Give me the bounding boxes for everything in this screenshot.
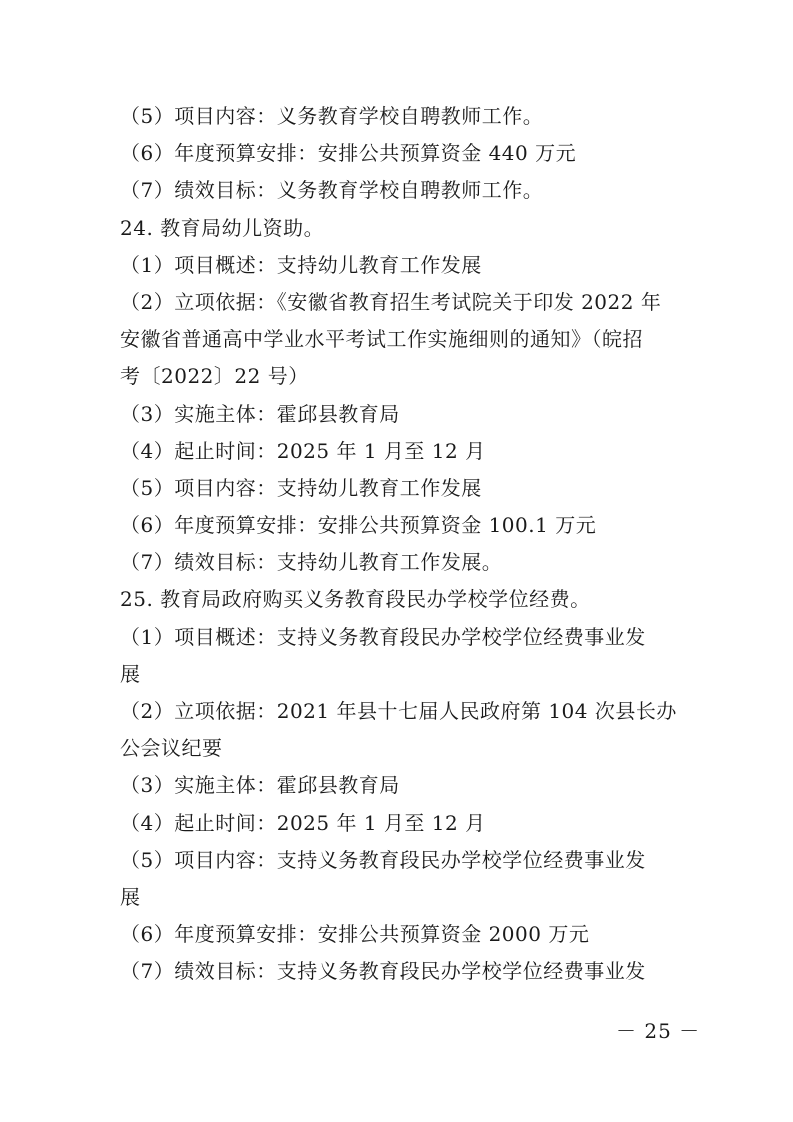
text-line: （5）项目内容：义务教育学校自聘教师工作。	[120, 104, 544, 128]
text-line: （1）项目概述：支持幼儿教育工作发展	[120, 252, 482, 277]
section-heading: 25. 教育局政府购买义务教育段民办学校学位经费。	[120, 587, 591, 612]
text-line: （7）绩效目标：义务教育学校自聘教师工作。	[120, 178, 544, 203]
text-line: （2）立项依据：《安徽省教育招生考试院关于印发 2022 年	[120, 289, 662, 314]
text-line: （6）年度预算安排：安排公共预算资金 440 万元	[120, 141, 577, 166]
text-line: （3）实施主体：霍邱县教育局	[120, 401, 400, 426]
text-line: （5）项目内容：支持义务教育段民办学校学位经费事业发	[120, 847, 646, 872]
text-line: （3）实施主体：霍邱县教育局	[120, 773, 400, 798]
text-line: （4）起止时间：2025 年 1 月至 12 月	[120, 438, 486, 463]
text-line: 公会议纪要	[120, 736, 223, 761]
text-line: （7）绩效目标：支持幼儿教育工作发展。	[120, 550, 503, 575]
page-number: － 25 －	[616, 1019, 701, 1043]
text-line: （1）项目概述：支持义务教育段民办学校学位经费事业发	[120, 624, 646, 649]
text-line: （6）年度预算安排：安排公共预算资金 100.1 万元	[120, 513, 597, 538]
text-line: （2）立项依据：2021 年县十七届人民政府第 104 次县长办	[120, 699, 677, 723]
text-line: 考〔2022〕22 号）	[120, 364, 309, 389]
text-line: （6）年度预算安排：安排公共预算资金 2000 万元	[120, 922, 590, 947]
text-line: （4）起止时间：2025 年 1 月至 12 月	[120, 810, 486, 835]
section-heading: 24. 教育局幼儿资助。	[120, 215, 325, 240]
text-line: 安徽省普通高中学业水平考试工作实施细则的通知》（皖招	[120, 327, 643, 352]
text-line: （7）绩效目标：支持义务教育段民办学校学位经费事业发	[120, 959, 646, 984]
text-line: （5）项目内容：支持幼儿教育工作发展	[120, 475, 482, 500]
document-body	[120, 98, 680, 991]
text-line: 展	[120, 661, 141, 686]
text-line: 展	[120, 884, 141, 909]
